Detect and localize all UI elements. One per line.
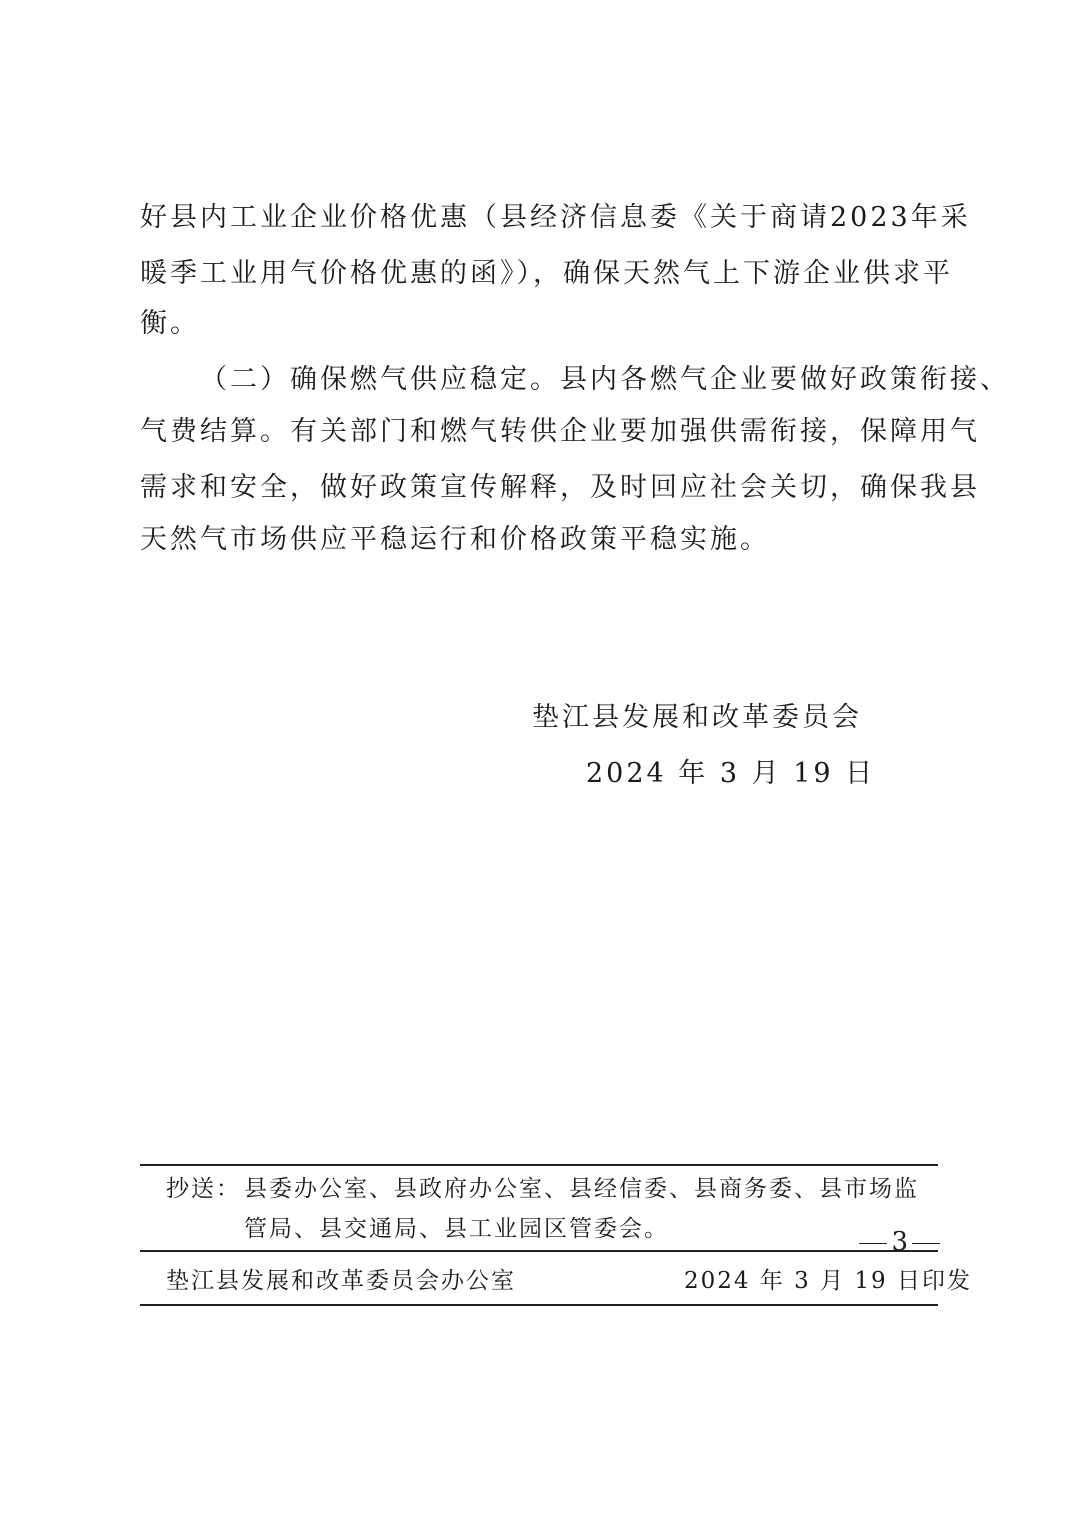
signature-date: 2024 年 3 月 19 日 bbox=[586, 758, 876, 789]
issuer-date: 2024 年 3 月 19 日印发 bbox=[684, 1268, 972, 1294]
page-number-value: 3 bbox=[891, 1227, 908, 1257]
cc-line-2: 管局、县交通局、县工业园区管委会。 bbox=[244, 1216, 669, 1242]
body-line-4: （二）确保燃气供应稳定。县内各燃气企业要做好政策衔接、 bbox=[200, 364, 1010, 395]
body-line-6: 需求和安全，做好政策宣传解释，及时回应社会关切，确保我县 bbox=[140, 472, 980, 503]
body-line-3: 衡。 bbox=[140, 308, 200, 339]
cc-top-rule bbox=[140, 1164, 938, 1166]
page-dash-right bbox=[912, 1243, 940, 1244]
cc-bottom-rule bbox=[140, 1250, 938, 1252]
page-dash-left bbox=[859, 1243, 887, 1244]
cc-line-1: 县委办公室、县政府办公室、县经信委、县商务委、县市场监 bbox=[244, 1176, 919, 1202]
body-line-5: 气费结算。有关部门和燃气转供企业要加强供需衔接，保障用气 bbox=[140, 416, 980, 447]
issuer-bottom-rule bbox=[140, 1304, 938, 1306]
issuer-office: 垫江县发展和改革委员会办公室 bbox=[166, 1268, 516, 1294]
signature-org: 垫江县发展和改革委员会 bbox=[532, 702, 862, 733]
page-number bbox=[855, 1226, 944, 1258]
body-line-2: 暖季工业用气价格优惠的函》），确保天然气上下游企业供求平 bbox=[140, 258, 953, 289]
cc-label: 抄送： bbox=[166, 1176, 241, 1202]
body-line-7: 天然气市场供应平稳运行和价格政策平稳实施。 bbox=[140, 524, 770, 555]
body-line-1: 好县内工业企业价格优惠（县经济信息委《关于商请2023年采 bbox=[140, 202, 971, 233]
